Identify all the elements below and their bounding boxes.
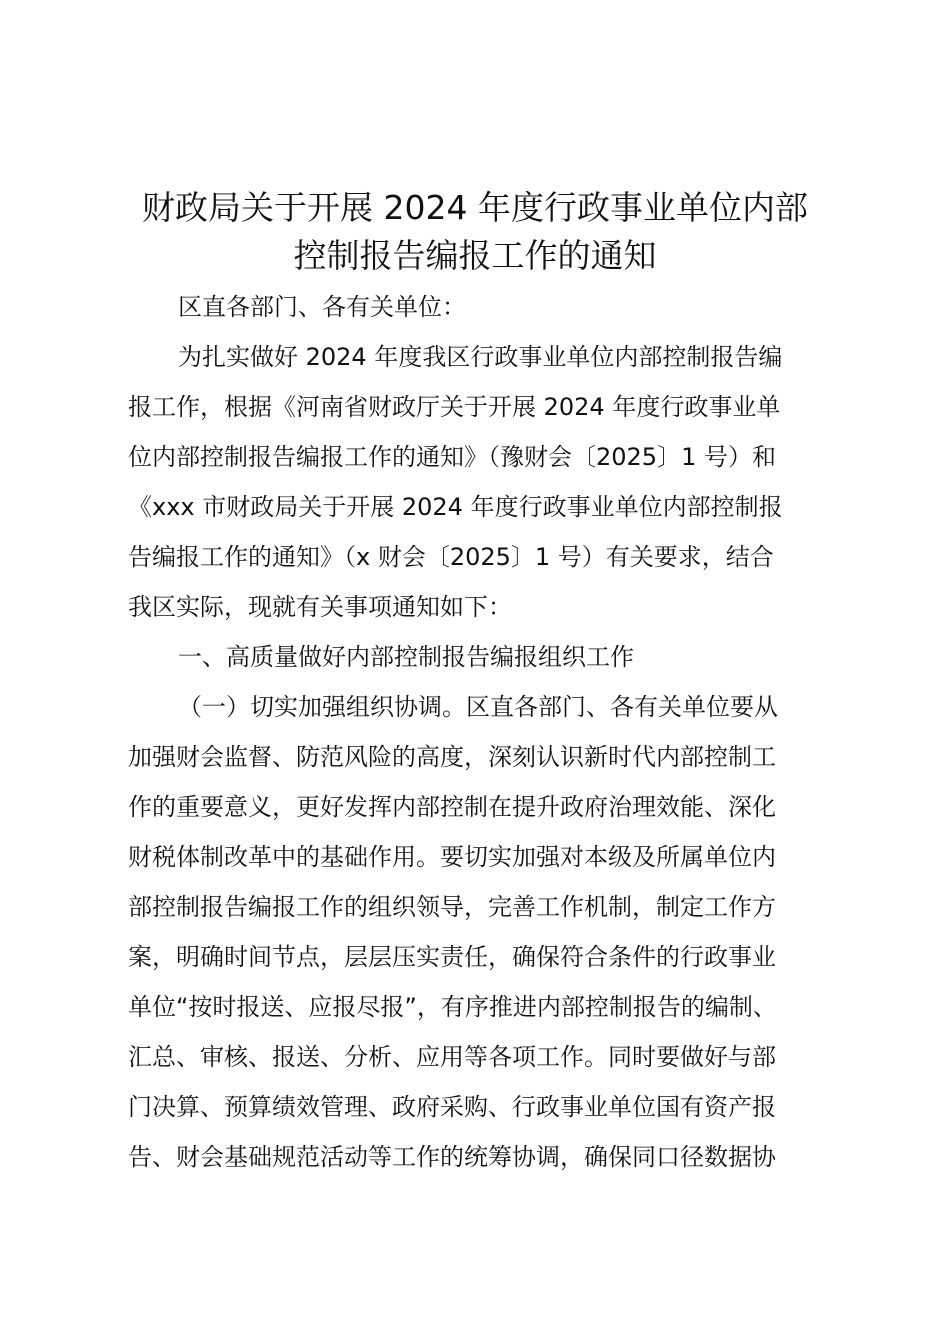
paragraph1-line: 《xxx 市财政局关于开展 2024 年度行政事业单位内部控制报 (128, 493, 783, 521)
salutation: 区直各部门、各有关单位： (178, 293, 466, 321)
paragraph1-line: 为扎实做好 2024 年度我区行政事业单位内部控制报告编 (178, 343, 783, 371)
title-line-1: 财政局关于开展 2024 年度行政事业单位内部 (142, 188, 808, 227)
paragraph2-line: 财税体制改革中的基础作用。要切实加强对本级及所属单位内 (128, 843, 776, 871)
paragraph2-line: 部控制报告编报工作的组织领导，完善工作机制，制定工作方 (128, 893, 776, 921)
paragraph2-line: 加强财会监督、防范风险的高度，深刻认识新时代内部控制工 (128, 743, 776, 771)
paragraph1-line: 告编报工作的通知》（x 财会〔2025〕1 号）有关要求，结合 (128, 543, 774, 571)
paragraph2-line: 门决算、预算绩效管理、政府采购、行政事业单位国有资产报 (128, 1093, 776, 1121)
paragraph1-line: 我区实际，现就有关事项通知如下： (128, 593, 512, 621)
section-heading-1: 一、高质量做好内部控制报告编报组织工作 (178, 643, 634, 671)
paragraph1-line: 报工作，根据《河南省财政厅关于开展 2024 年度行政事业单 (128, 393, 781, 421)
paragraph2-line: 告、财会基础规范活动等工作的统筹协调，确保同口径数据协 (128, 1143, 776, 1171)
paragraph1-line: 位内部控制报告编报工作的通知》（豫财会〔2025〕1 号）和 (128, 443, 776, 471)
title-line-2: 控制报告编报工作的通知 (293, 236, 657, 275)
paragraph2-line: 汇总、审核、报送、分析、应用等各项工作。同时要做好与部 (128, 1043, 776, 1071)
document-body (128, 282, 838, 1182)
document-title (0, 184, 950, 280)
paragraph2-line: 单位“按时报送、应报尽报”，有序推进内部控制报告的编制、 (128, 993, 777, 1021)
paragraph2-line: （一）切实加强组织协调。区直各部门、各有关单位要从 (178, 693, 778, 721)
paragraph2-line: 作的重要意义，更好发挥内部控制在提升政府治理效能、深化 (128, 793, 776, 821)
paragraph2-line: 案，明确时间节点，层层压实责任，确保符合条件的行政事业 (128, 943, 776, 971)
